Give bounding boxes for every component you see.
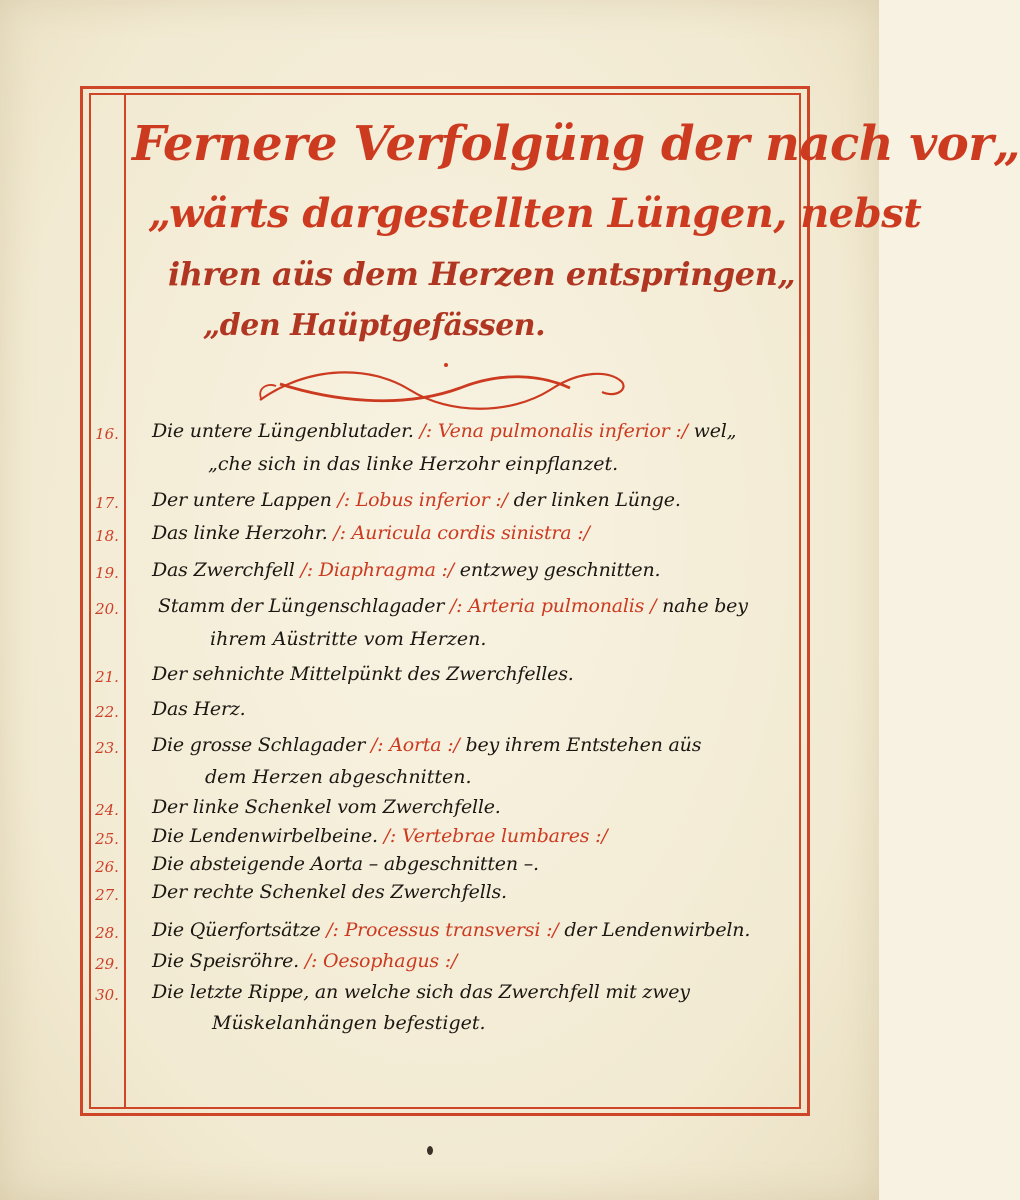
list-item	[152, 734, 701, 756]
entry-text: Der untere Lappen	[152, 489, 332, 511]
list-item	[152, 950, 457, 972]
entry-text-after: der Lendenwirbeln.	[564, 919, 751, 941]
entry-number: 30.	[95, 986, 119, 1004]
entry-text: Das Herz.	[152, 698, 246, 720]
entry-text: Die absteigende Aorta – abgeschnitten –.	[152, 853, 539, 875]
entry-text: Die Qüerfortsätze	[152, 919, 321, 941]
list-item	[152, 825, 608, 847]
title-line-1: Fernere Verfolgüng der nach vor„	[132, 116, 1020, 172]
entry-number: 16.	[95, 425, 119, 443]
entry-number: 23.	[95, 739, 119, 757]
list-item	[152, 796, 501, 818]
entry-text: Die letzte Rippe, an welche sich das Zwerchfell mit zwey	[152, 981, 690, 1003]
list-item	[152, 663, 574, 685]
latin-term: /: Vena pulmonalis inferior :/	[419, 420, 688, 442]
list-item	[152, 522, 590, 544]
entry-number: 17.	[95, 494, 119, 512]
entry-number: 26.	[95, 858, 119, 876]
entry-continuation: „che sich in das linke Herzohr einpflanzet.	[208, 453, 619, 475]
latin-term: /: Vertebrae lumbares :/	[383, 825, 608, 847]
entry-number: 28.	[95, 924, 119, 942]
entry-number: 29.	[95, 955, 119, 973]
entry-text: Die untere Lüngenblutader.	[152, 420, 414, 442]
list-item	[152, 489, 681, 511]
entry-number: 25.	[95, 830, 119, 848]
entry-number: 21.	[95, 668, 119, 686]
entry-text: Stamm der Lüngenschlagader	[158, 595, 445, 617]
title-line-3: ihren aüs dem Herzen entspringen„	[168, 255, 796, 293]
entry-number: 27.	[95, 886, 119, 904]
title-line-2: „wärts dargestellten Lüngen, nebst	[148, 190, 922, 237]
entry-number: 24.	[95, 801, 119, 819]
title-line-4: „den Haüptgefässen.	[203, 308, 546, 343]
list-item	[152, 981, 690, 1003]
ornamental-flourish	[250, 360, 630, 420]
entry-text-after: wel„	[693, 420, 737, 442]
entry-text: Das linke Herzohr.	[152, 522, 328, 544]
margin-rule	[124, 93, 126, 1109]
entry-text: Der rechte Schenkel des Zwerchfells.	[152, 881, 507, 903]
latin-term: /: Diaphragma :/	[300, 559, 454, 581]
entry-number: 18.	[95, 527, 119, 545]
latin-term: /: Arteria pulmonalis /	[449, 595, 657, 617]
entry-text: Die Speisröhre.	[152, 950, 299, 972]
entry-text-after: der linken Lünge.	[513, 489, 681, 511]
entry-continuation: ihrem Aüstritte vom Herzen.	[210, 628, 487, 650]
list-item	[152, 698, 246, 720]
list-item	[152, 420, 736, 442]
latin-term: /: Processus transversi :/	[326, 919, 559, 941]
entry-text-after: nahe bey	[662, 595, 748, 617]
list-item	[158, 595, 748, 617]
list-item	[152, 559, 660, 581]
latin-term: /: Auricula cordis sinistra :/	[333, 522, 590, 544]
entry-text: Der linke Schenkel vom Zwerchfelle.	[152, 796, 501, 818]
entry-continuation: Müskelanhängen befestiget.	[212, 1012, 486, 1034]
entry-continuation: dem Herzen abgeschnitten.	[205, 766, 472, 788]
entry-text-after: bey ihrem Entstehen aüs	[465, 734, 702, 756]
entry-text: Der sehnichte Mittelpünkt des Zwerchfelles.	[152, 663, 574, 685]
list-item	[152, 881, 507, 903]
latin-term: /: Oesophagus :/	[304, 950, 458, 972]
entry-number: 22.	[95, 703, 119, 721]
list-item	[152, 853, 539, 875]
entry-text: Das Zwerchfell	[152, 559, 295, 581]
ink-spot	[427, 1146, 433, 1155]
list-item	[152, 919, 750, 941]
entry-text: Die grosse Schlagader	[152, 734, 366, 756]
entry-number: 20.	[95, 600, 119, 618]
entry-text-after: entzwey geschnitten.	[459, 559, 661, 581]
entry-number: 19.	[95, 564, 119, 582]
entry-text: Die Lendenwirbelbeine.	[152, 825, 378, 847]
latin-term: /: Lobus inferior :/	[337, 489, 508, 511]
latin-term: /: Aorta :/	[370, 734, 460, 756]
